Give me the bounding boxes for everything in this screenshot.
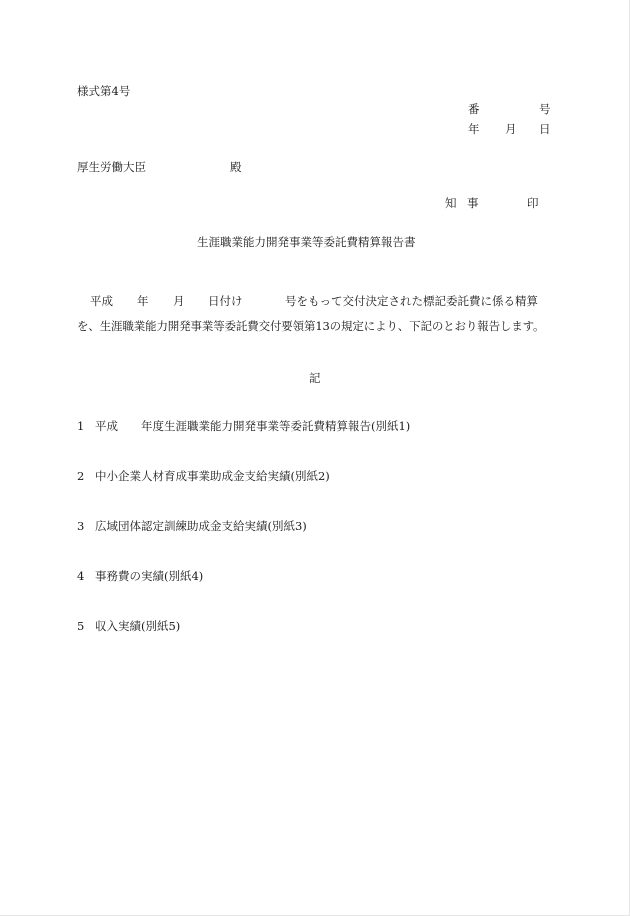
body-date: 日付け	[208, 294, 243, 308]
list-item-text: 広域団体認定訓練助成金支給実績(別紙3)	[95, 519, 307, 533]
body-line-2: を、生涯職業能力開発事業等委託費交付要領第13の規定により、下記のとおり報告します。	[77, 319, 545, 333]
addressee-honorific: 殿	[230, 160, 242, 174]
date-month: 月	[505, 122, 517, 136]
body-year: 年	[137, 294, 149, 308]
list-item-text: 収入実績(別紙5)	[95, 619, 181, 633]
document-title: 生涯職業能力開発事業等委託費精算報告書	[197, 235, 416, 249]
number-label: 番	[468, 102, 480, 116]
list-item-text: 年度生涯職業能力開発事業等委託費精算報告(別紙1)	[141, 419, 411, 433]
sender-title-char-1: 知	[445, 196, 457, 210]
list-item-number: 1	[77, 419, 85, 433]
body-line-1-rest: 号をもって交付決定された標記委託費に係る精算	[285, 294, 538, 308]
list-item-text: 中小企業人材育成事業助成金支給実績(別紙2)	[95, 469, 330, 483]
addressee-name: 厚生労働大臣	[77, 160, 146, 174]
sender-title-char-2: 事	[467, 196, 479, 210]
body-era: 平成	[90, 294, 113, 308]
list-item-number: 4	[77, 569, 85, 583]
date-day: 日	[539, 122, 551, 136]
list-item-era: 平成	[95, 419, 118, 433]
number-suffix: 号	[539, 102, 551, 116]
list-item-number: 5	[77, 619, 85, 633]
list-item-number: 3	[77, 519, 85, 533]
form-number: 様式第4号	[77, 84, 131, 98]
date-year: 年	[468, 122, 480, 136]
seal-mark: 印	[527, 196, 539, 210]
list-item-number: 2	[77, 469, 85, 483]
body-month: 月	[173, 294, 185, 308]
ki-heading: 記	[309, 371, 321, 385]
list-item-text: 事務費の実績(別紙4)	[95, 569, 204, 583]
